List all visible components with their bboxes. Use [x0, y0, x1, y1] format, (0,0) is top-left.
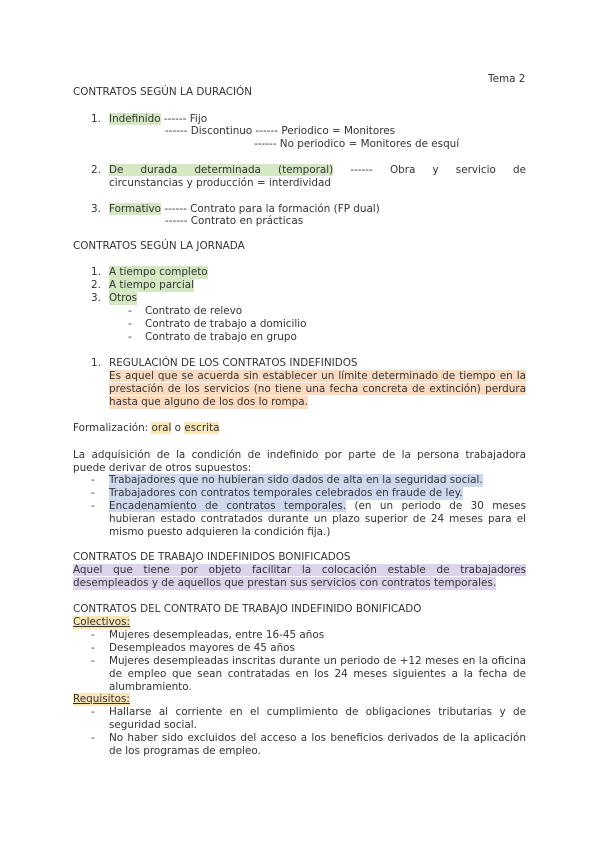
adquisicion-paragraph-line-1: La adquisición de la condición de indefinido por parte de la persona trabajadora: [73, 449, 526, 461]
dash-bullet: -: [91, 642, 95, 654]
highlight-formativo: Formativo: [109, 203, 162, 215]
list-item-otros: Otros: [109, 292, 138, 304]
requisito-corriente-line-2: seguridad social.: [109, 719, 197, 731]
supuesto-encadenamiento-line-2: hubieran estado contratados durante un plazo superior de 24 meses para el: [109, 513, 526, 525]
colectivos-heading: Colectivos:: [73, 616, 130, 628]
dash-bullet: -: [91, 732, 95, 744]
otros-item-grupo: Contrato de trabajo en grupo: [145, 331, 297, 343]
requisito-excluidos-line-1: No haber sido excluidos del acceso a los beneficios derivados de la aplicación: [109, 732, 526, 744]
dash-bullet: -: [128, 305, 132, 317]
list-number: 2.: [91, 279, 101, 291]
list-number: 3.: [91, 203, 101, 215]
section-title-bonificado: CONTRATOS DEL CONTRATO DE TRABAJO INDEFINIDO BONIFICADO: [73, 603, 422, 615]
supuesto-seguridad-social: Trabajadores que no hubieran sido dados de alta en la seguridad social.: [109, 474, 483, 486]
definicion-line-1: Es aquel que se acuerda sin establecer un límite determinado de tiempo en la: [109, 370, 526, 382]
dash-bullet: -: [91, 474, 95, 486]
colectivo-inscritas-line-3: alumbramiento.: [109, 681, 192, 693]
list-number: 1.: [91, 266, 101, 278]
formacion-text: ------ Contrato para la formación (FP dual): [161, 203, 380, 215]
otros-item-relevo: Contrato de relevo: [145, 305, 243, 317]
colectivo-inscritas-line-2: de empleo que sean contratadas en los 24 meses siguientes a la fecha de: [109, 668, 526, 680]
circunstancias-line: circunstancias y producción = interdividad: [109, 177, 331, 189]
list-number: 1.: [91, 357, 101, 369]
dash-bullet: -: [91, 487, 95, 499]
adquisicion-paragraph-line-2: puede derivar de otros supuestos:: [73, 462, 252, 474]
dash-bullet: -: [91, 655, 95, 667]
bonificados-line-2: desempleados y de aquellos que prestan sus servicios con contratos temporales.: [73, 577, 497, 589]
list-number: 2.: [91, 164, 101, 176]
supuesto-encadenamiento: Encadenamiento de contratos temporales. (en un periodo de 30 meses: [109, 500, 526, 512]
dash-bullet: -: [91, 706, 95, 718]
formalizacion-line: Formalización: oral o escrita: [73, 422, 220, 434]
highlight-escrita: escrita: [184, 422, 220, 434]
supuesto-fraude-ley: Trabajadores con contratos temporales celebrados en fraude de ley.: [109, 487, 463, 499]
otros-item-domicilio: Contrato de trabajo a domicilio: [145, 318, 307, 330]
colectivo-mujeres: Mujeres desempleadas, entre 16-45 años: [109, 629, 325, 641]
highlight-determinada: De durada determinada (temporal): [109, 164, 334, 176]
section-title-regulacion: REGULACIÓN DE LOS CONTRATOS INDEFINIDOS: [109, 357, 358, 369]
definicion-line-3: hasta que alguno de los dos lo rompa.: [109, 396, 308, 408]
dash-bullet: -: [128, 331, 132, 343]
page-tema-label: Tema 2: [488, 73, 526, 85]
fijo-text: ------ Fijo: [160, 113, 208, 125]
supuesto-encadenamiento-line-3: mismo puesto adquieren la condición fija.): [109, 526, 331, 538]
no-periodico-line: ------ No periodico = Monitores de esquí: [254, 138, 460, 150]
list-item-completo: A tiempo completo: [109, 266, 208, 278]
bonificados-line-1: Aquel que tiene por objeto facilitar la colocación estable de trabajadores: [73, 564, 526, 576]
list-number: 3.: [91, 292, 101, 304]
list-item-determinada: [109, 164, 526, 177]
colectivo-inscritas-line-1: Mujeres desempleadas inscritas durante un periodo de +12 meses en la oficina: [109, 655, 526, 667]
highlight-indefinido: Indefinido: [109, 113, 161, 125]
section-title-bonificados: CONTRATOS DE TRABAJO INDEFINIDOS BONIFICADOS: [73, 551, 351, 563]
dash-bullet: -: [91, 500, 95, 512]
requisito-corriente-line-1: Hallarse al corriente en el cumplimiento de obligaciones tributarias y de: [109, 706, 526, 718]
section-title-duracion: CONTRATOS SEGÚN LA DURACIÓN: [73, 86, 253, 98]
list-number: 1.: [91, 113, 101, 125]
dash-bullet: -: [128, 318, 132, 330]
definicion-line-2: prestación de los servicios (no tiene una fecha concreta de extinción) perdura: [109, 383, 526, 395]
requisitos-heading: Requisitos:: [73, 693, 130, 705]
obra-text: ------ Obra y servicio de: [333, 164, 526, 176]
list-item-parcial: A tiempo parcial: [109, 279, 195, 291]
colectivo-mayores-45: Desempleados mayores de 45 años: [109, 642, 295, 654]
requisito-excluidos-line-2: de los programas de empleo.: [109, 745, 261, 757]
practicas-line: ------ Contrato en prácticas: [165, 215, 304, 227]
discontinuo-line: ------ Discontinuo ------ Periodico = Monitores: [165, 125, 396, 137]
dash-bullet: -: [91, 629, 95, 641]
section-title-jornada: CONTRATOS SEGÚN LA JORNADA: [73, 240, 245, 252]
highlight-oral: oral: [151, 422, 172, 434]
